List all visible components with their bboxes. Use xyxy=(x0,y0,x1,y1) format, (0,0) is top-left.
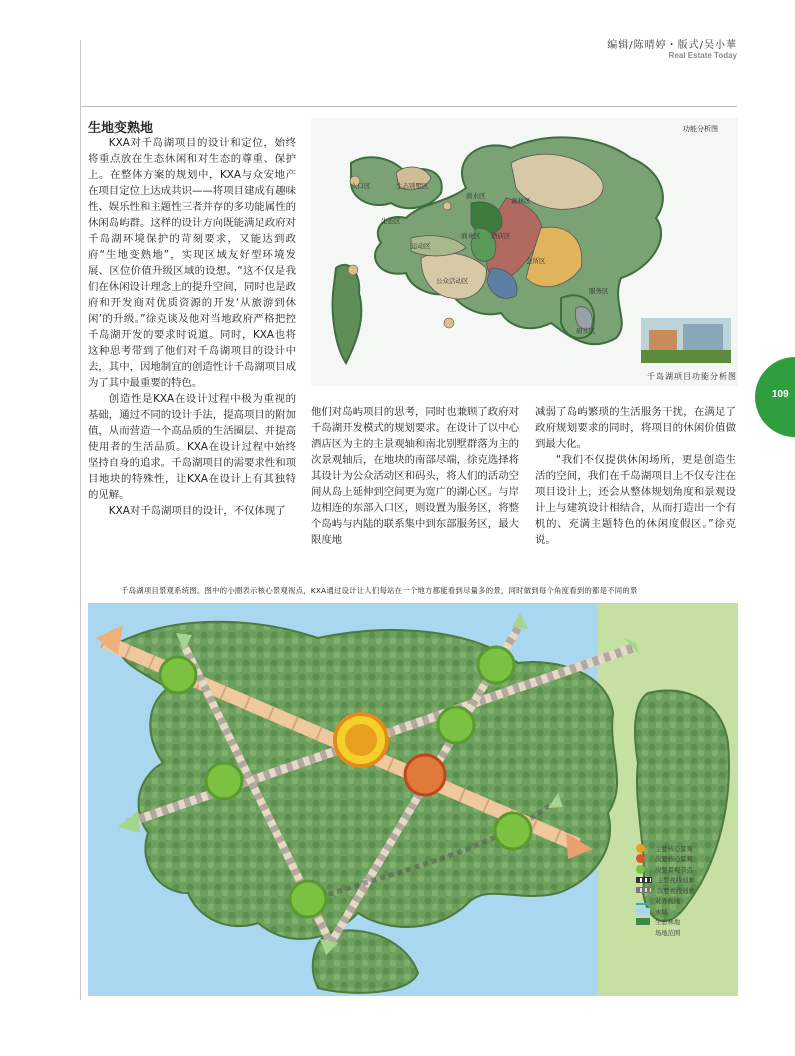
legend-label: 场地范围 xyxy=(655,929,681,937)
figure1-caption: 千岛湖项目功能分析图 xyxy=(647,372,737,381)
zone-label: 酒店区 xyxy=(491,232,511,240)
figure2-caption: 千岛湖项目景观系统图。图中的小圈表示核心景观视点，KXA通过设计让人们每站在一个地方都能看到尽量多的景，同时做到每个角度看到的都是不同的景 xyxy=(121,586,638,595)
zone-label: 商业区 xyxy=(461,232,481,240)
legend-label: 主要核心景观 xyxy=(655,845,693,853)
publication-name: Real Estate Today xyxy=(668,51,737,60)
legend-label: 次要核心景观 xyxy=(655,856,693,864)
legend-label: 水域 xyxy=(655,908,668,916)
text-column-3 xyxy=(535,404,736,548)
zone-label: 生态区 xyxy=(381,217,401,225)
paragraph: 减弱了岛屿繁琐的生活服务干扰，在满足了政府规划要求的同时，将项目的休闲价值做到最大化。 xyxy=(535,406,736,450)
zone-label: 公众活动区 xyxy=(436,277,469,285)
function-analysis-map xyxy=(311,118,738,386)
text-column-1 xyxy=(88,135,296,519)
paragraph: 创造性是KXA在设计过程中极为重视的基础，通过不同的设计手法，提高项目的附加值，从而营造一个高品质的生活圈层、并提高使用者的生活品质。KXA在设计过程中始终坚持自身的追求。千岛湖项目的需要求性和项目地块的特殊性，让KXA在设计上有其独特的见解。 xyxy=(88,393,296,501)
header-rule xyxy=(80,106,737,107)
page-margin-line xyxy=(80,40,81,1000)
editor-credit: 编辑/陈晴婷・版式/吴小華 xyxy=(607,40,737,51)
paragraph: KXA对千岛湖项目的设计，不仅体现了 xyxy=(108,505,286,517)
text-column-2 xyxy=(311,404,519,548)
zone-label: 会所区 xyxy=(526,257,546,265)
legend-label: 生态林地 xyxy=(655,919,681,927)
page-number: 109 xyxy=(772,389,789,400)
zone-label: 滨水区 xyxy=(466,192,486,200)
legend-label: 主要视线通廊 xyxy=(657,877,695,885)
legend-label: 次要景观节点 xyxy=(655,866,693,874)
zone-label: 运动区 xyxy=(411,242,431,250)
legend-label: 对外视线 xyxy=(655,898,681,906)
zone-label: 服务区 xyxy=(589,287,609,295)
paragraph: “我们不仅提供休闲场所，更是创造生活的空间，我们在千岛湖项目上不仅专注在项目设计上，还会从整体规划角度和景观设计上与建筑设计相结合，从而打造出一个有机的、充满主题特色的休闲度假区。”徐克说。 xyxy=(535,454,736,546)
paragraph: KXA对千岛湖项目的设计和定位，始终将重点放在生态休闲和对生态的尊重、保护上。在整体方案的规划中，KXA与众安地产在项目定位上达成共识——将项目建成有趣味性、娱乐性和主题性三者并存的多功能属性的休闲岛屿群。这样的设计方向既能满足政府对千岛湖环境保护的苛刻要求，又能达到政府“生地变熟地”，实现区域友好型环境发展、区位价值升级区域的设想。“这不仅是我们在休闲设计理念上的提升空间，同时也是政府和开发商对优质资源的开发‘从旅游到休闲’的升级。”徐克谈及他对当地政府严格把控千岛湖开发的要求时说道。同时，KXA也将这种思考带到了他们对千岛湖项目的设计中去，其中，因地制宜的创造性计千岛湖项目成为了其中最重要的特色。 xyxy=(88,137,296,389)
legend-label: 次要视线通廊 xyxy=(657,887,695,895)
map-legend xyxy=(636,843,736,938)
figure1-label: 功能分析图 xyxy=(683,125,718,133)
zone-label: 码头区 xyxy=(576,327,596,335)
paragraph: 他们对岛屿项目的思考，同时也兼顾了政府对千岛湖开发模式的规划要求。在设计了以中心酒店区为主的主景观轴和南北别墅群落为主的次景观轴后，在地块的南部尽端，徐克选择将其设计为公众活动区和码头，将人们的活动空间从岛上延伸到空间更为宽广的湖心区。与岸边相连的东部入口区，则设置为服务区，将整个岛屿与内陆的联系集中到东部服务区，最大限度地 xyxy=(311,406,519,546)
zone-label: 入口区 xyxy=(351,182,371,190)
zone-label: 森林区 xyxy=(511,197,531,205)
section-title: 生地变熟地 xyxy=(88,121,154,136)
zone-label: 生态别墅区 xyxy=(396,182,429,190)
page-header xyxy=(607,36,737,60)
